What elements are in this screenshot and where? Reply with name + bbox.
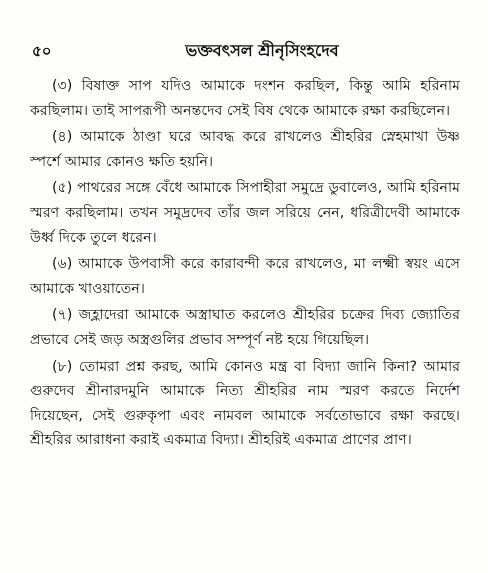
page-body xyxy=(30,74,460,455)
running-title: ভক্তবৎসল শ্রীনৃসিংহদেব xyxy=(185,41,339,60)
paragraph-6: (৬) আমাকে উপবাসী করে কারাবন্দী করে রাখলেও, মা লক্ষ্মী স্বয়ং এসে আমাকে খাওয়াতেন। xyxy=(30,256,460,297)
paragraph-8: (৮) তোমরা প্রশ্ন করছ, আমি কোনও মন্ত্র বা বিদ্যা জানি কিনা? আমার গুরুদেব শ্রীনারদমুনি আমাকে নিত্য শ্রীহরির নাম স্মরণ করতে নির্দেশ দিয়েছেন, সেই গুরুকৃপা এবং নামবল আমাকে সর্বতোভাবে রক্ষা করছে। শ্রীহরির আরাধনা করাই একমাত্র বিদ্যা। শ্রীহরিই একমাত্র প্রাণের প্রাণ। xyxy=(30,358,460,449)
paragraph-5: (৫) পাথরের সঙ্গে বেঁধে আমাকে সিপাহীরা সমুদ্রে ডুবালেও, আমি হরিনাম স্মরণ করছিলাম। তখন সমুদ্রদেব তাঁর জল সরিয়ে নেন, ধরিত্রীদেবী আমাকে উর্ধ্ব দিকে তুলে ধরেন। xyxy=(30,180,460,246)
page-header xyxy=(32,38,464,62)
paragraph-7: (৭) জহ্লাদেরা আমাকে অস্ত্রাঘাত করলেও শ্রীহরির চক্রের দিব্য জ্যোতির প্রভাবে সেই জড় অস্ত্রগুলির প্রভাব সম্পূর্ণ নষ্ট হয়ে গিয়েছিল। xyxy=(30,307,460,348)
page-number: ৫০ xyxy=(32,42,52,60)
paragraph-4: (৪) আমাকে ঠাণ্ডা ঘরে আবদ্ধ করে রাখলেও শ্রীহরির স্নেহমাখা উষ্ণ স্পর্শে আমার কোনও ক্ষতি হয়নি। xyxy=(30,129,460,170)
paragraph-3: (৩) বিষাক্ত সাপ যদিও আমাকে দংশন করছিল, কিন্তু আমি হরিনাম করছিলাম। তাই সাপরূপী অনন্তদেব সেই বিষ থেকে আমাকে রক্ষা করছিলেন। xyxy=(30,78,460,119)
